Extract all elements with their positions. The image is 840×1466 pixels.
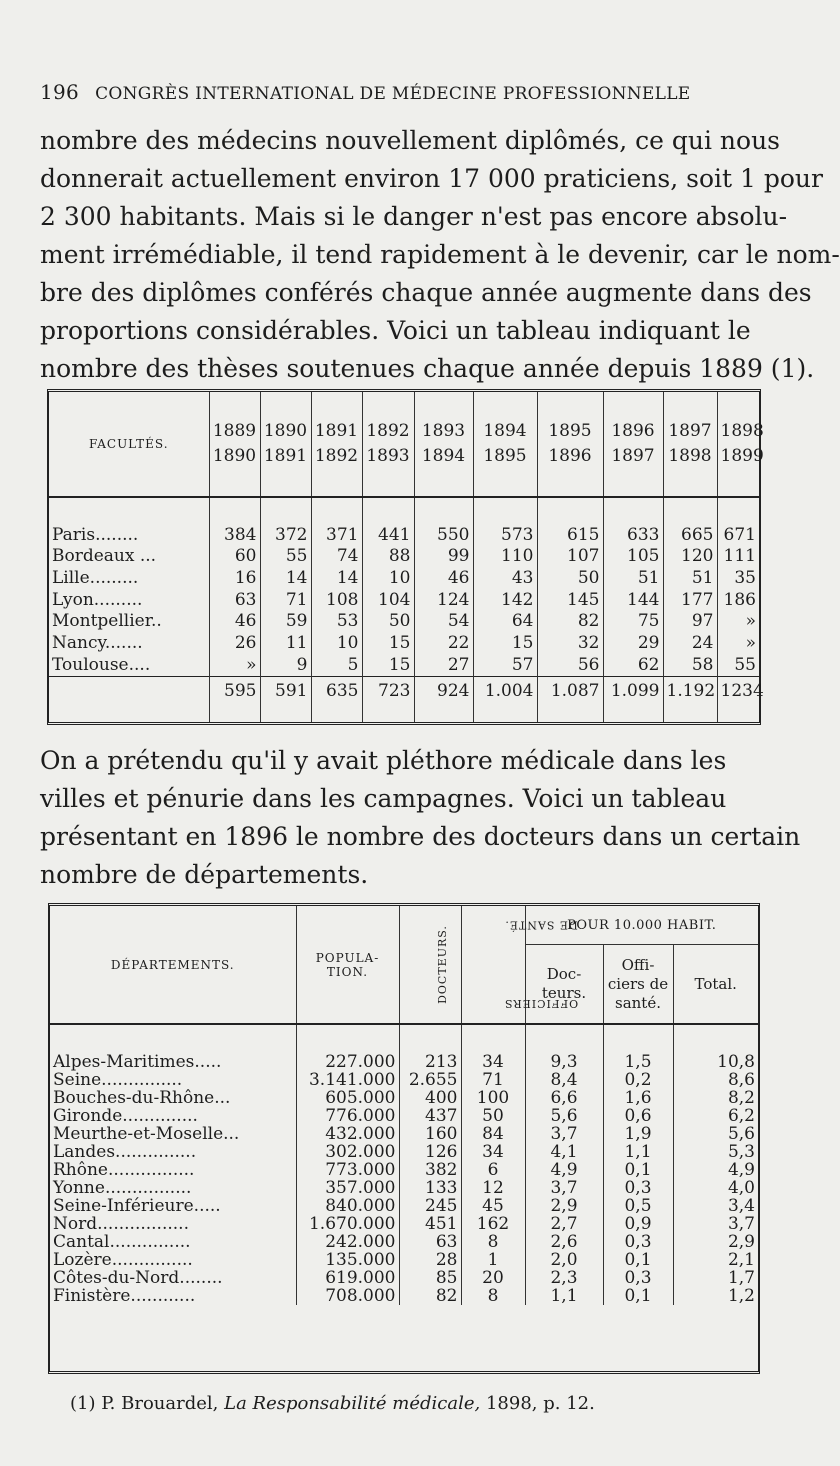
thesis-count: 10	[311, 632, 362, 654]
year-header: 1897 1898	[663, 392, 717, 497]
table-row	[49, 632, 759, 654]
total-cell: 1.087	[537, 676, 603, 719]
thesis-count: 550	[414, 524, 473, 546]
thesis-count: 615	[537, 524, 603, 546]
departements-header: DÉPARTEMENTS.	[50, 906, 296, 1024]
departement-name: Landes...............	[53, 1142, 197, 1162]
thesis-count: 11	[260, 632, 311, 654]
thesis-count: 120	[663, 546, 717, 568]
thesis-count: 441	[362, 524, 414, 546]
thesis-count: 24	[663, 632, 717, 654]
text-line: villes et pénurie dans les campagnes. Voici un tableau	[40, 784, 727, 813]
docteurs-cell: 160	[399, 1125, 461, 1143]
thesis-count: 186	[717, 589, 759, 611]
faculte-name: Lille.........	[52, 568, 139, 589]
thesis-count: 55	[717, 654, 759, 676]
thesis-count: 372	[260, 524, 311, 546]
officiers-cell: 71	[461, 1071, 525, 1089]
text-line: proportions considérables. Voici un tableau indiquant le	[40, 316, 751, 345]
officiers-cell: 34	[461, 1143, 525, 1161]
off-cell: 1,6	[603, 1089, 673, 1107]
doc-cell: 3,7	[525, 1125, 603, 1143]
officiers-cell: 12	[461, 1179, 525, 1197]
departements-table-body	[50, 1053, 758, 1305]
doc-cell: 4,1	[525, 1143, 603, 1161]
thesis-count: 54	[414, 611, 473, 633]
departement-name: Yonne................	[53, 1178, 192, 1198]
population-cell: 776.000	[296, 1107, 399, 1125]
thesis-count: 35	[717, 567, 759, 589]
doc-cell: 2,7	[525, 1215, 603, 1233]
doc-cell: 5,6	[525, 1107, 603, 1125]
footnote-title: La Responsabilité médicale,	[224, 1393, 481, 1414]
docteurs-cell: 85	[399, 1269, 461, 1287]
facultes-header: FACULTÉS.	[49, 392, 209, 497]
off-cell: 0,6	[603, 1107, 673, 1125]
off-cell: 0,1	[603, 1287, 673, 1305]
footnote	[70, 1393, 710, 1414]
year-header: 1898 1899	[717, 392, 759, 497]
thesis-count: 88	[362, 546, 414, 568]
thesis-count: 9	[260, 654, 311, 676]
population-cell: 1.670.000	[296, 1215, 399, 1233]
population-cell: 840.000	[296, 1197, 399, 1215]
total-cell: 2,1	[673, 1251, 758, 1269]
total-cell: 1,7	[673, 1269, 758, 1287]
thesis-count: 665	[663, 524, 717, 546]
thesis-count: 15	[473, 632, 537, 654]
thesis-count: 63	[209, 589, 260, 611]
total-cell: 1,2	[673, 1287, 758, 1305]
thesis-count: 22	[414, 632, 473, 654]
doc-cell: 1,1	[525, 1287, 603, 1305]
table-row	[50, 1287, 758, 1305]
population-cell: 773.000	[296, 1161, 399, 1179]
total-cell: 4,0	[673, 1179, 758, 1197]
total-cell: 6,2	[673, 1107, 758, 1125]
total-cell: 8,2	[673, 1089, 758, 1107]
thesis-count: 671	[717, 524, 759, 546]
total-cell: 595	[209, 676, 260, 719]
per-habitants-header: POUR 10.000 HABIT.	[525, 906, 758, 945]
docteurs-cell: 82	[399, 1287, 461, 1305]
off-cell: 0,1	[603, 1161, 673, 1179]
officiers-cell: 84	[461, 1125, 525, 1143]
footnote-marker: (1) P. Brouardel,	[70, 1393, 219, 1414]
thesis-count: 55	[260, 546, 311, 568]
thesis-count: 51	[663, 567, 717, 589]
departement-name: Côtes-du-Nord........	[53, 1268, 223, 1288]
departement-name: Alpes-Maritimes.....	[53, 1052, 222, 1072]
total-cell: 591	[260, 676, 311, 719]
paragraph-2	[40, 742, 801, 894]
thesis-count: 46	[209, 611, 260, 633]
departement-name: Gironde..............	[53, 1106, 198, 1126]
officiers-cell: 100	[461, 1089, 525, 1107]
year-header: 1891 1892	[311, 392, 362, 497]
total-cell: 924	[414, 676, 473, 719]
text-line: donnerait actuellement environ 17 000 praticiens, soit 1 pour	[40, 164, 823, 193]
thesis-count: 46	[414, 567, 473, 589]
thesis-count: 75	[603, 611, 663, 633]
table-row	[50, 1107, 758, 1125]
doc-cell: 2,0	[525, 1251, 603, 1269]
docteurs-cell: 2.655	[399, 1071, 461, 1089]
officiers-cell: 8	[461, 1233, 525, 1251]
faculte-name: Paris........	[52, 524, 139, 545]
docteurs-cell: 213	[399, 1053, 461, 1071]
population-cell: 3.141.000	[296, 1071, 399, 1089]
thesis-count: 573	[473, 524, 537, 546]
docteurs-cell: 451	[399, 1215, 461, 1233]
thesis-count: 74	[311, 546, 362, 568]
thesis-count: 59	[260, 611, 311, 633]
thesis-count: 62	[603, 654, 663, 676]
thesis-count: 60	[209, 546, 260, 568]
total-cell: 635	[311, 676, 362, 719]
year-header: 1893 1894	[414, 392, 473, 497]
thesis-count: 71	[260, 589, 311, 611]
off-cell: 0,3	[603, 1269, 673, 1287]
table-row	[50, 1197, 758, 1215]
docteurs-cell: 133	[399, 1179, 461, 1197]
thesis-count: 58	[663, 654, 717, 676]
off-cell: 0,2	[603, 1071, 673, 1089]
off-cell: 0,3	[603, 1179, 673, 1197]
running-title: CONGRÈS INTERNATIONAL DE MÉDECINE PROFESSIONNELLE	[95, 84, 691, 104]
doc-cell: 8,4	[525, 1071, 603, 1089]
sub-docteurs-header: Doc-teurs.	[525, 945, 603, 1025]
total-cell: 3,4	[673, 1197, 758, 1215]
thesis-count: 43	[473, 567, 537, 589]
officiers-cell: 6	[461, 1161, 525, 1179]
total-cell: 5,6	[673, 1125, 758, 1143]
thesis-count: 57	[473, 654, 537, 676]
departement-name: Meurthe-et-Moselle...	[53, 1124, 240, 1144]
page-number: 196	[40, 80, 80, 104]
officiers-cell: 1	[461, 1251, 525, 1269]
population-cell: 135.000	[296, 1251, 399, 1269]
year-header: 1894 1895	[473, 392, 537, 497]
table-row	[50, 1233, 758, 1251]
thesis-count: 29	[603, 632, 663, 654]
faculte-name: Montpellier..	[52, 611, 162, 632]
docteurs-header: DOCTEURS.	[399, 906, 461, 1024]
thesis-count: 16	[209, 567, 260, 589]
thesis-count: 10	[362, 567, 414, 589]
population-cell: 708.000	[296, 1287, 399, 1305]
text-line: nombre des thèses soutenues chaque année depuis 1889 (1).	[40, 354, 815, 383]
sub-total-header: Total.	[673, 945, 758, 1025]
departement-name: Seine-Inférieure.....	[53, 1196, 221, 1216]
docteurs-cell: 63	[399, 1233, 461, 1251]
thesis-count: »	[209, 654, 260, 676]
faculte-name: Bordeaux ...	[52, 546, 157, 567]
departement-name: Bouches-du-Rhône...	[53, 1088, 231, 1108]
population-cell: 357.000	[296, 1179, 399, 1197]
running-head	[40, 80, 740, 104]
departement-name: Lozère...............	[53, 1250, 193, 1270]
total-cell: 2,9	[673, 1233, 758, 1251]
total-cell: 1.192	[663, 676, 717, 719]
officiers-header: OFFICIERS DE SANTÉ.	[461, 906, 525, 1024]
total-cell: 10,8	[673, 1053, 758, 1071]
footnote-rest: 1898, p. 12.	[485, 1393, 595, 1414]
thesis-count: »	[717, 611, 759, 633]
officiers-cell: 8	[461, 1287, 525, 1305]
year-header: 1890 1891	[260, 392, 311, 497]
total-cell: 3,7	[673, 1215, 758, 1233]
docteurs-cell: 400	[399, 1089, 461, 1107]
text-line: ment irrémédiable, il tend rapidement à le devenir, car le nom-	[40, 240, 840, 269]
off-cell: 0,1	[603, 1251, 673, 1269]
thesis-count: 108	[311, 589, 362, 611]
total-cell: 5,3	[673, 1143, 758, 1161]
table-row	[50, 1215, 758, 1233]
thesis-count: 107	[537, 546, 603, 568]
doc-cell: 6,6	[525, 1089, 603, 1107]
thesis-count: 97	[663, 611, 717, 633]
thesis-count: 384	[209, 524, 260, 546]
faculte-name: Lyon.........	[52, 589, 143, 610]
total-cell: 1234	[717, 676, 759, 719]
total-cell: 8,6	[673, 1071, 758, 1089]
text-line: nombre des médecins nouvellement diplômés, ce qui nous	[40, 126, 781, 155]
thesis-count: 50	[362, 611, 414, 633]
total-cell: 1.004	[473, 676, 537, 719]
faculte-name: Nancy.......	[52, 632, 143, 653]
thesis-count: 64	[473, 611, 537, 633]
table-row	[49, 589, 759, 611]
doc-cell: 3,7	[525, 1179, 603, 1197]
table-row	[49, 611, 759, 633]
officiers-cell: 50	[461, 1107, 525, 1125]
table-row	[50, 1125, 758, 1143]
thesis-count: 105	[603, 546, 663, 568]
total-cell: 1.099	[603, 676, 663, 719]
officiers-cell: 20	[461, 1269, 525, 1287]
doc-cell: 2,3	[525, 1269, 603, 1287]
year-header: 1892 1893	[362, 392, 414, 497]
thesis-count: 145	[537, 589, 603, 611]
thesis-count: 111	[717, 546, 759, 568]
table-row	[50, 1143, 758, 1161]
thesis-count: 124	[414, 589, 473, 611]
table-row	[50, 1071, 758, 1089]
theses-table-body	[49, 524, 759, 676]
population-cell: 242.000	[296, 1233, 399, 1251]
population-header: POPULA- TION.	[296, 906, 399, 1024]
departement-name: Nord.................	[53, 1214, 189, 1234]
table-row	[50, 1089, 758, 1107]
thesis-count: 142	[473, 589, 537, 611]
off-cell: 0,5	[603, 1197, 673, 1215]
faculte-name: Toulouse....	[52, 654, 151, 675]
table-row	[50, 1269, 758, 1287]
thesis-count: 53	[311, 611, 362, 633]
doc-cell: 9,3	[525, 1053, 603, 1071]
thesis-count: 371	[311, 524, 362, 546]
off-cell: 1,1	[603, 1143, 673, 1161]
thesis-count: 144	[603, 589, 663, 611]
text-line: présentant en 1896 le nombre des docteurs dans un certain	[40, 822, 801, 851]
departement-name: Seine...............	[53, 1070, 183, 1090]
docteurs-cell: 382	[399, 1161, 461, 1179]
officiers-cell: 45	[461, 1197, 525, 1215]
officiers-cell: 162	[461, 1215, 525, 1233]
thesis-count: »	[717, 632, 759, 654]
table-row	[50, 1161, 758, 1179]
thesis-count: 5	[311, 654, 362, 676]
thesis-count: 26	[209, 632, 260, 654]
thesis-count: 99	[414, 546, 473, 568]
text-line: bre des diplômes conférés chaque année augmente dans des	[40, 278, 812, 307]
departement-name: Rhône................	[53, 1160, 195, 1180]
off-cell: 0,9	[603, 1215, 673, 1233]
text-line: nombre de départements.	[40, 860, 369, 889]
population-cell: 302.000	[296, 1143, 399, 1161]
thesis-count: 104	[362, 589, 414, 611]
table-row	[50, 1251, 758, 1269]
totals-row	[49, 676, 759, 719]
off-cell: 1,5	[603, 1053, 673, 1071]
theses-table	[47, 389, 764, 725]
docteurs-cell: 28	[399, 1251, 461, 1269]
officiers-cell: 34	[461, 1053, 525, 1071]
text-line: On a prétendu qu'il y avait pléthore médicale dans les	[40, 746, 727, 775]
year-header: 1895 1896	[537, 392, 603, 497]
population-cell: 619.000	[296, 1269, 399, 1287]
table-row	[49, 654, 759, 676]
thesis-count: 51	[603, 567, 663, 589]
thesis-count: 50	[537, 567, 603, 589]
population-cell: 605.000	[296, 1089, 399, 1107]
docteurs-cell: 126	[399, 1143, 461, 1161]
doc-cell: 4,9	[525, 1161, 603, 1179]
total-cell: 723	[362, 676, 414, 719]
paragraph-1	[40, 122, 840, 388]
text-line: 2 300 habitants. Mais si le danger n'est pas encore absolu-	[40, 202, 788, 231]
table-row	[49, 567, 759, 589]
thesis-count: 633	[603, 524, 663, 546]
thesis-count: 15	[362, 632, 414, 654]
population-cell: 432.000	[296, 1125, 399, 1143]
doc-cell: 2,6	[525, 1233, 603, 1251]
departements-table	[48, 903, 760, 1374]
thesis-count: 32	[537, 632, 603, 654]
table-row	[50, 1053, 758, 1071]
doc-cell: 2,9	[525, 1197, 603, 1215]
departement-name: Finistère............	[53, 1286, 196, 1306]
thesis-count: 56	[537, 654, 603, 676]
year-header: 1889 1890	[209, 392, 260, 497]
thesis-count: 82	[537, 611, 603, 633]
thesis-count: 14	[260, 567, 311, 589]
table-row	[50, 1179, 758, 1197]
thesis-count: 27	[414, 654, 473, 676]
thesis-count: 177	[663, 589, 717, 611]
thesis-count: 110	[473, 546, 537, 568]
sub-officiers-header: Offi-ciers de santé.	[603, 945, 673, 1025]
off-cell: 1,9	[603, 1125, 673, 1143]
departement-name: Cantal...............	[53, 1232, 191, 1252]
population-cell: 227.000	[296, 1053, 399, 1071]
table-row	[49, 546, 759, 568]
docteurs-cell: 245	[399, 1197, 461, 1215]
year-header: 1896 1897	[603, 392, 663, 497]
docteurs-cell: 437	[399, 1107, 461, 1125]
thesis-count: 15	[362, 654, 414, 676]
thesis-count: 14	[311, 567, 362, 589]
table-row	[49, 524, 759, 546]
total-cell: 4,9	[673, 1161, 758, 1179]
off-cell: 0,3	[603, 1233, 673, 1251]
